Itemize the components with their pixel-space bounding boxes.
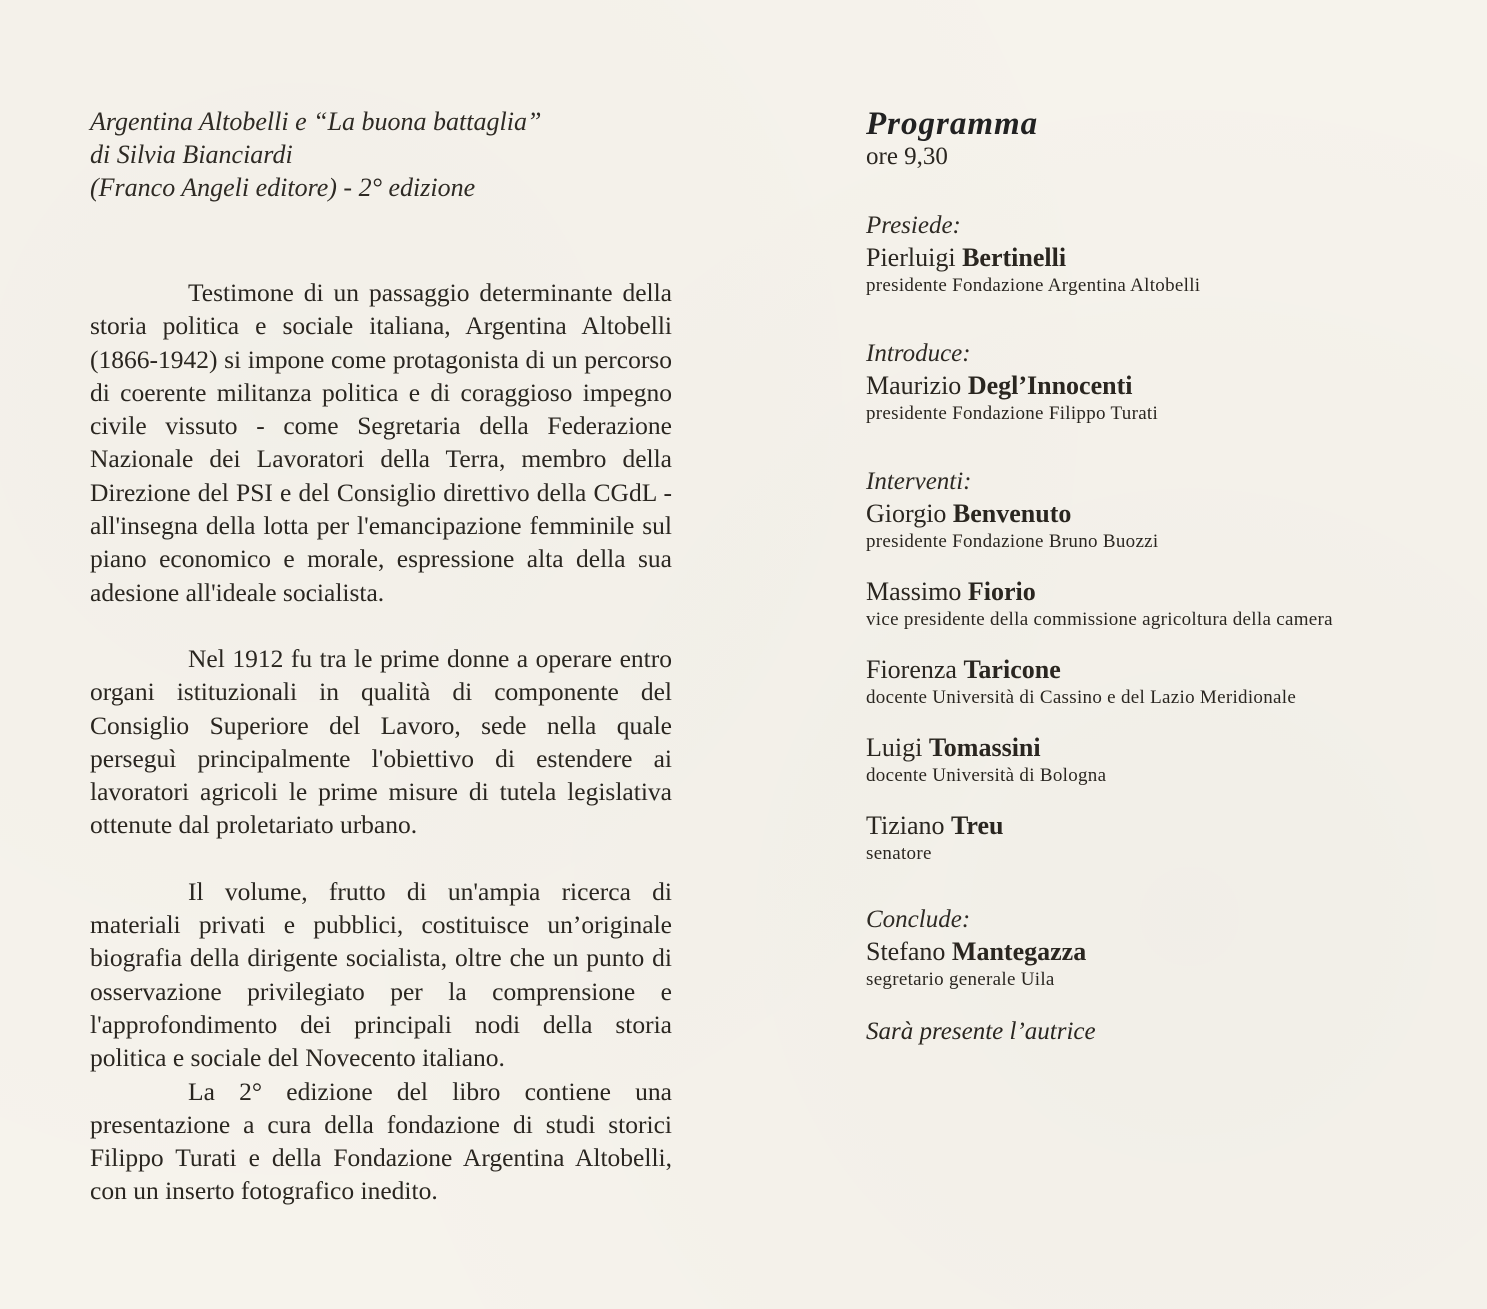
book-header xyxy=(90,105,690,204)
program-title: Programma xyxy=(866,106,1039,142)
closing-note: Sarà presente l’autrice xyxy=(866,1018,1096,1045)
role-label: Interventi: xyxy=(866,468,972,495)
speaker-name: Stefano Mantegazza xyxy=(866,937,1087,966)
role-label: Introduce: xyxy=(866,340,971,367)
book-description xyxy=(90,276,672,1208)
speaker-entry xyxy=(866,732,1106,788)
conclude-block xyxy=(866,904,1086,992)
speaker-name: Luigi Tomassini xyxy=(866,733,1041,762)
description-paragraph-4: La 2° edizione del libro contiene una presentazione a cura della fondazione di studi storici Filippo Turati e della Fondazione Argentina Altobelli, con un inserto fotografico inedito. xyxy=(90,1076,672,1206)
book-publisher-line: (Franco Angeli editore) - 2° edizione xyxy=(90,173,476,202)
speaker-name: Massimo Fiorio xyxy=(866,577,1036,606)
speaker-description: presidente Fondazione Bruno Buozzi xyxy=(866,531,1159,552)
program-time: ore 9,30 xyxy=(866,143,948,170)
role-label: Conclude: xyxy=(866,906,971,933)
speaker-description: vice presidente della commissione agricoltura della camera xyxy=(866,609,1333,630)
interventi-block xyxy=(866,466,1159,554)
speaker-entry xyxy=(866,576,1333,632)
speaker-name: Tiziano Treu xyxy=(866,811,1004,840)
description-paragraph-2: Nel 1912 fu tra le prime donne a operare entro organi istituzionali in qualità di componente del Consiglio Superiore del Lavoro, sede nella quale perseguì principalmente l'obiettivo di estendere ai lavoratori agricoli le prime misure di tutela legislativa ottenute dal proletariato urbano. xyxy=(90,643,672,840)
speaker-description: senatore xyxy=(866,843,932,864)
speaker-description: presidente Fondazione Argentina Altobelli xyxy=(866,275,1201,296)
speaker-name: Giorgio Benvenuto xyxy=(866,499,1072,528)
description-paragraph-3: Il volume, frutto di un'ampia ricerca di materiali privati e pubblici, costituisce un’originale biografia della dirigente socialista, oltre che un punto di osservazione privilegiato per la comprensione e l'approfondimento dei principali nodi della storia politica e sociale del Novecento italiano. xyxy=(90,876,672,1073)
description-paragraph-1: Testimone di un passaggio determinante della storia politica e sociale italiana, Argentina Altobelli (1866-1942) si impone come protagonista di un percorso di coerente militanza politica e di coraggioso impegno civile vissuto - come Segretaria della Federazione Nazionale dei Lavoratori della Terra, membro della Direzione del PSI e del Consiglio direttivo della CGdL - all'insegna della lotta per l'emancipazione femminile sul piano economico e morale, espressione alta della sua adesione all'ideale socialista. xyxy=(90,278,672,607)
book-author-line: di Silvia Bianciardi xyxy=(90,140,293,169)
introduce-block xyxy=(866,338,1158,426)
speaker-name: Pierluigi Bertinelli xyxy=(866,243,1067,272)
role-label: Presiede: xyxy=(866,212,961,239)
speaker-description: presidente Fondazione Filippo Turati xyxy=(866,403,1159,424)
speaker-description: docente Università di Bologna xyxy=(866,765,1107,786)
speaker-name: Maurizio Degl’Innocenti xyxy=(866,371,1133,400)
speaker-name: Fiorenza Taricone xyxy=(866,655,1061,684)
program-header xyxy=(866,104,1038,172)
book-title-line: Argentina Altobelli e “La buona battaglia” xyxy=(90,107,542,136)
presiede-block xyxy=(866,210,1200,298)
speaker-description: docente Università di Cassino e del Lazio Meridionale xyxy=(866,687,1297,708)
speaker-description: segretario generale Uila xyxy=(866,969,1055,990)
speaker-entry xyxy=(866,654,1296,710)
speaker-entry xyxy=(866,810,1003,866)
